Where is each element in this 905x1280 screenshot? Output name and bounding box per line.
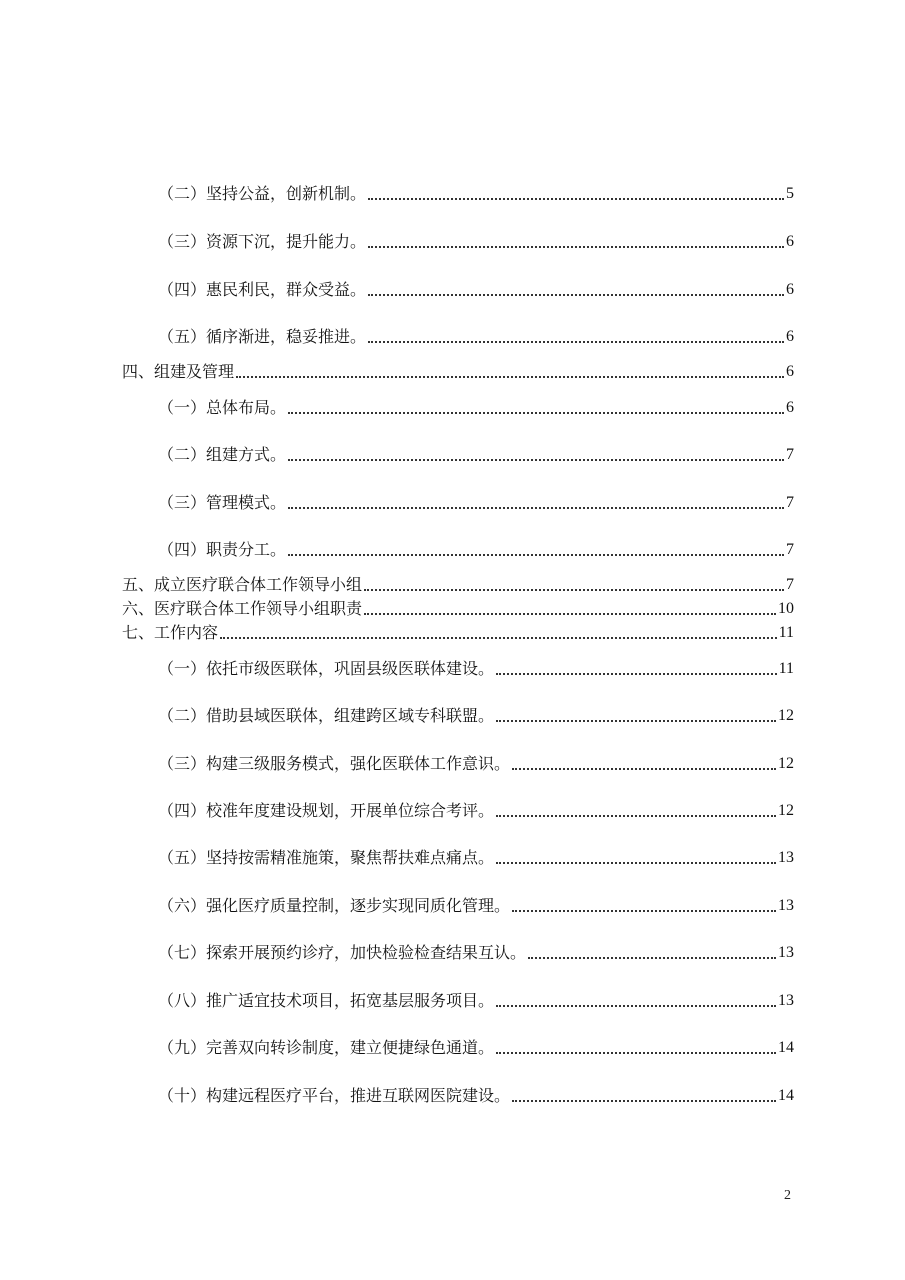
toc-entry-label: （九）完善双向转诊制度，建立便捷绿色通道。 (158, 1038, 495, 1057)
dot-leader (364, 613, 776, 615)
toc-entry-label: （十）构建远程医疗平台，推进互联网医院建设。 (158, 1086, 511, 1105)
toc-entry-label: （三）构建三级服务模式，强化医联体工作意识。 (158, 754, 511, 773)
dot-leader (496, 673, 777, 675)
toc-entry-label: （七）探索开展预约诊疗，加快检验检查结果互认。 (158, 943, 527, 962)
page-number: 2 (784, 1188, 791, 1203)
toc-entry[interactable] (158, 705, 794, 727)
dot-leader (364, 589, 784, 591)
toc-entry[interactable] (158, 800, 794, 822)
dot-leader (220, 637, 777, 639)
toc-entry-label: 四、组建及管理 (122, 362, 235, 381)
toc-entry-page: 13 (778, 897, 794, 914)
toc-entry[interactable] (158, 183, 794, 205)
dot-leader (236, 376, 784, 378)
toc-entry[interactable] (158, 847, 794, 869)
toc-entry-page: 13 (778, 992, 794, 1009)
dot-leader (512, 1100, 776, 1102)
toc-entry-page: 7 (786, 541, 794, 558)
toc-entry[interactable] (158, 1085, 794, 1107)
toc-entry-page: 7 (786, 494, 794, 511)
toc-entry-page: 13 (778, 849, 794, 866)
toc-entry-label: （四）校准年度建设规划，开展单位综合考评。 (158, 801, 495, 820)
toc-entry-label: 六、医疗联合体工作领导小组职责 (122, 599, 363, 618)
toc-entry-label: （二）组建方式。 (158, 445, 287, 464)
toc-entry[interactable] (158, 539, 794, 561)
toc-entry[interactable] (158, 279, 794, 301)
toc-entry-page: 12 (778, 802, 794, 819)
toc-entry-page: 13 (778, 944, 794, 961)
toc-entry[interactable] (158, 397, 794, 419)
toc-entry-page: 6 (786, 363, 794, 380)
toc-entry-label: （二）借助县域医联体，组建跨区域专科联盟。 (158, 706, 495, 725)
toc-entry-page: 12 (778, 755, 794, 772)
toc-entry-label: （五）循序渐进，稳妥推进。 (158, 327, 367, 346)
toc-entry[interactable] (158, 990, 794, 1012)
toc-entry-page: 10 (778, 600, 794, 617)
dot-leader (368, 294, 784, 296)
toc-entry[interactable] (122, 574, 794, 596)
toc-entry-page: 7 (786, 576, 794, 593)
dot-leader (512, 768, 776, 770)
toc-entry[interactable] (158, 753, 794, 775)
toc-entry-page: 6 (786, 233, 794, 250)
toc-entry[interactable] (122, 361, 794, 383)
toc-entry[interactable] (122, 622, 794, 644)
dot-leader (496, 720, 776, 722)
dot-leader (496, 862, 776, 864)
dot-leader (512, 910, 776, 912)
toc-entry-label: （二）坚持公益，创新机制。 (158, 184, 367, 203)
dot-leader (368, 341, 784, 343)
toc-entry-label: （三）资源下沉，提升能力。 (158, 232, 367, 251)
toc-entry[interactable] (122, 598, 794, 620)
toc-entry[interactable] (158, 444, 794, 466)
toc-entry-label: （一）依托市级医联体，巩固县级医联体建设。 (158, 659, 495, 678)
dot-leader (496, 815, 776, 817)
toc-entry-label: 五、成立医疗联合体工作领导小组 (122, 575, 363, 594)
toc-entry-page: 6 (786, 328, 794, 345)
toc-entry-page: 12 (778, 707, 794, 724)
dot-leader (288, 507, 784, 509)
toc-entry-page: 14 (778, 1039, 794, 1056)
toc-entry-page: 6 (786, 399, 794, 416)
toc-entry[interactable] (158, 1037, 794, 1059)
toc-entry-label: （六）强化医疗质量控制，逐步实现同质化管理。 (158, 896, 511, 915)
dot-leader (288, 412, 784, 414)
dot-leader (288, 459, 784, 461)
toc-entry-label: （八）推广适宜技术项目，拓宽基层服务项目。 (158, 991, 495, 1010)
dot-leader (368, 246, 784, 248)
toc-entry[interactable] (158, 492, 794, 514)
toc-entry-page: 6 (786, 281, 794, 298)
toc-entry[interactable] (158, 658, 794, 680)
toc-entry[interactable] (158, 895, 794, 917)
toc-entry-label: （三）管理模式。 (158, 493, 287, 512)
toc-entry-page: 11 (778, 624, 794, 641)
dot-leader (368, 198, 784, 200)
toc-entry-label: （一）总体布局。 (158, 398, 287, 417)
toc-entry-page: 5 (786, 185, 794, 202)
dot-leader (288, 554, 784, 556)
dot-leader (528, 957, 776, 959)
toc-entry-label: （四）惠民利民，群众受益。 (158, 280, 367, 299)
toc-entry-page: 7 (786, 446, 794, 463)
toc-entry[interactable] (158, 326, 794, 348)
toc-entry[interactable] (158, 231, 794, 253)
toc-entry-label: 七、工作内容 (122, 623, 219, 642)
toc-entry-label: （四）职责分工。 (158, 540, 287, 559)
dot-leader (496, 1052, 776, 1054)
toc-entry-label: （五）坚持按需精准施策，聚焦帮扶难点痛点。 (158, 848, 495, 867)
toc-entry-page: 11 (778, 660, 794, 677)
dot-leader (496, 1005, 776, 1007)
toc-entry[interactable] (158, 942, 794, 964)
toc-entry-page: 14 (778, 1087, 794, 1104)
